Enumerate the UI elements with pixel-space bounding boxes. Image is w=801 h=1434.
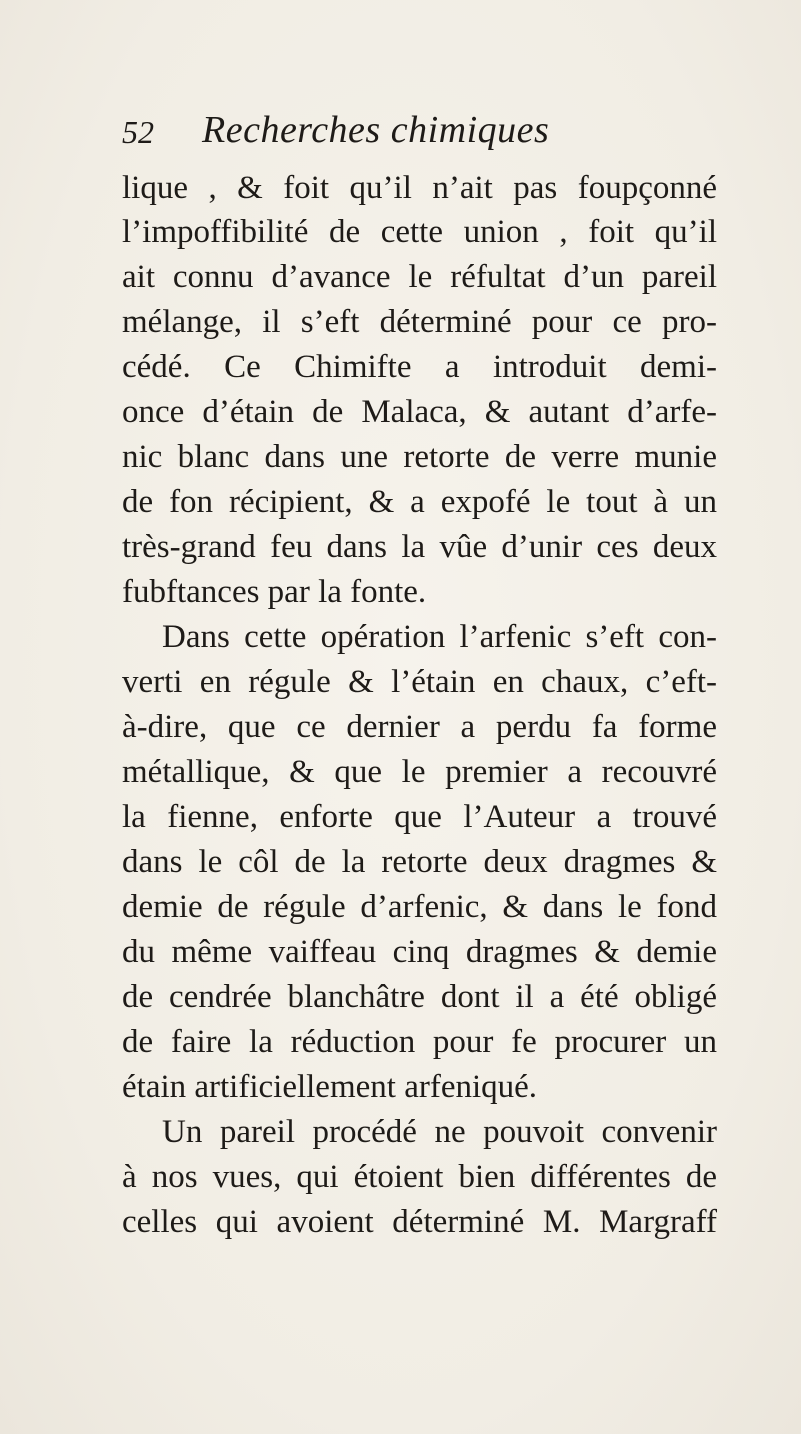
text-line: métallique, & que le premier a recouvré (122, 754, 717, 790)
text-line: de fon récipient, & a expofé le tout à un (122, 484, 717, 520)
text-line: mélange, il s’eft déterminé pour ce pro- (122, 304, 717, 340)
text-line: de cendrée blanchâtre dont il a été obligé (122, 979, 717, 1015)
text-line: de faire la réduction pour fe procurer un (122, 1024, 717, 1060)
text-line: once d’étain de Malaca, & autant d’arfe- (122, 394, 717, 430)
text-line: ait connu d’avance le réfultat d’un pareil (122, 259, 717, 295)
text-line: celles qui avoient déterminé M. Margraff (122, 1204, 717, 1240)
text-line: Un pareil procédé ne pouvoit convenir (162, 1114, 717, 1150)
text-line: à nos vues, qui étoient bien différentes de (122, 1159, 717, 1195)
text-line: lique , & foit qu’il n’ait pas foupçonné (122, 170, 717, 206)
text-line: verti en régule & l’étain en chaux, c’eft- (122, 664, 717, 700)
text-line: étain artificiellement arfeniqué. (122, 1069, 538, 1105)
text-line: demie de régule d’arfenic, & dans le fond (122, 889, 717, 925)
text-line: très-grand feu dans la vûe d’unir ces deux (122, 529, 717, 565)
text-line: fubftances par la fonte. (122, 574, 427, 610)
text-line: l’impoffibilité de cette union , foit qu’il (122, 214, 717, 250)
running-head (122, 108, 722, 158)
text-line: la fienne, enforte que l’Auteur a trouvé (122, 799, 717, 835)
text-line: dans le côl de la retorte deux dragmes & (122, 844, 717, 880)
running-title: Recherches chimiques (202, 109, 550, 151)
text-line: nic blanc dans une retorte de verre munie (122, 439, 717, 475)
page-number: 52 (122, 114, 154, 150)
text-line: du même vaiffeau cinq dragmes & demie (122, 934, 717, 970)
text-line: Dans cette opération l’arfenic s’eft con- (162, 619, 717, 655)
text-line: cédé. Ce Chimifte a introduit demi- (122, 349, 717, 385)
text-line: à-dire, que ce dernier a perdu fa forme (122, 709, 717, 745)
